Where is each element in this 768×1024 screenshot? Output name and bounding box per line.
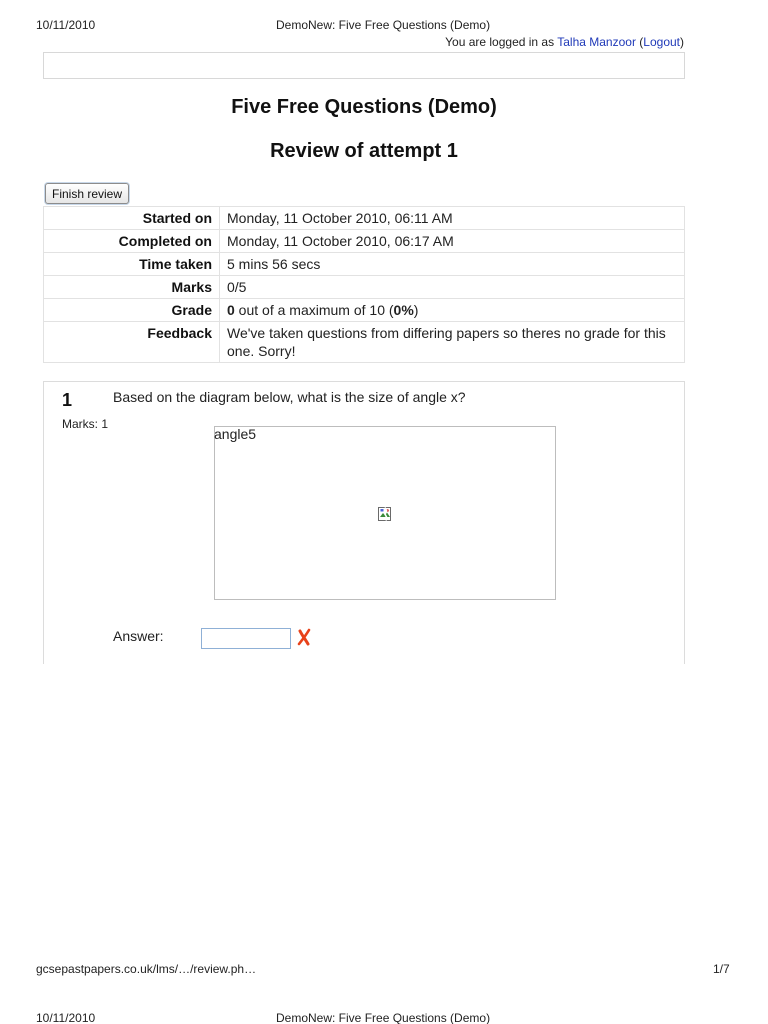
question-number: 1: [62, 390, 73, 410]
logout-link[interactable]: Logout: [643, 35, 680, 49]
summary-row-grade: [44, 299, 685, 322]
print-footer-url: gcsepastpapers.co.uk/lms/…/review.ph…: [36, 962, 257, 976]
started-on-label: Started on: [44, 207, 220, 230]
login-prefix: You are logged in as: [445, 35, 558, 49]
answer-input[interactable]: [201, 628, 291, 649]
quiz-title: Five Free Questions (Demo): [231, 96, 497, 118]
user-profile-link[interactable]: Talha Manzoor: [557, 35, 636, 49]
started-on-value: Monday, 11 October 2010, 06:11 AM: [220, 207, 685, 230]
marks-label: Marks: [44, 276, 220, 299]
summary-row-completed: [44, 230, 685, 253]
print-header-date-next-page: 10/11/2010: [36, 1011, 96, 1024]
question-image-alt-text: angle5: [214, 426, 257, 442]
print-header-title: DemoNew: Five Free Questions (Demo): [276, 18, 491, 32]
navigation-bar: [43, 52, 685, 79]
time-taken-value: 5 mins 56 secs: [220, 253, 685, 276]
logout-open-paren: (: [635, 35, 644, 49]
broken-image-icon: [377, 506, 393, 522]
logout-close-paren: ): [680, 35, 684, 49]
finish-review-button[interactable]: Finish review: [45, 183, 129, 204]
grade-percent: 0%: [393, 302, 414, 318]
grade-label: Grade: [44, 299, 220, 322]
grade-text: out of a maximum of 10 (: [234, 302, 394, 318]
question-marks: Marks: 1: [62, 417, 109, 431]
attempt-summary-table: [43, 206, 685, 363]
wrong-cross-icon: [297, 627, 311, 647]
print-footer-page: 1/7: [713, 962, 730, 976]
review-title: Review of attempt 1: [270, 140, 458, 162]
answer-label: Answer:: [113, 628, 164, 644]
question-image: [214, 426, 556, 600]
feedback-value: We've taken questions from differing papers so theres no grade for this one. Sorry!: [220, 322, 685, 363]
marks-value: 0/5: [220, 276, 685, 299]
login-info: [445, 35, 684, 49]
print-header-title-next-page: DemoNew: Five Free Questions (Demo): [276, 1011, 491, 1024]
summary-row-time-taken: [44, 253, 685, 276]
summary-row-marks: [44, 276, 685, 299]
summary-row-feedback: [44, 322, 685, 363]
grade-score: 0: [227, 302, 235, 318]
grade-value: [220, 299, 685, 322]
print-header-date: 10/11/2010: [36, 18, 96, 32]
question-text: Based on the diagram below, what is the size of angle x?: [113, 389, 466, 405]
grade-close: ): [413, 302, 419, 318]
summary-row-started: [44, 207, 685, 230]
question-block: [43, 381, 685, 664]
feedback-label: Feedback: [44, 322, 220, 363]
time-taken-label: Time taken: [44, 253, 220, 276]
completed-on-value: Monday, 11 October 2010, 06:17 AM: [220, 230, 685, 253]
completed-on-label: Completed on: [44, 230, 220, 253]
